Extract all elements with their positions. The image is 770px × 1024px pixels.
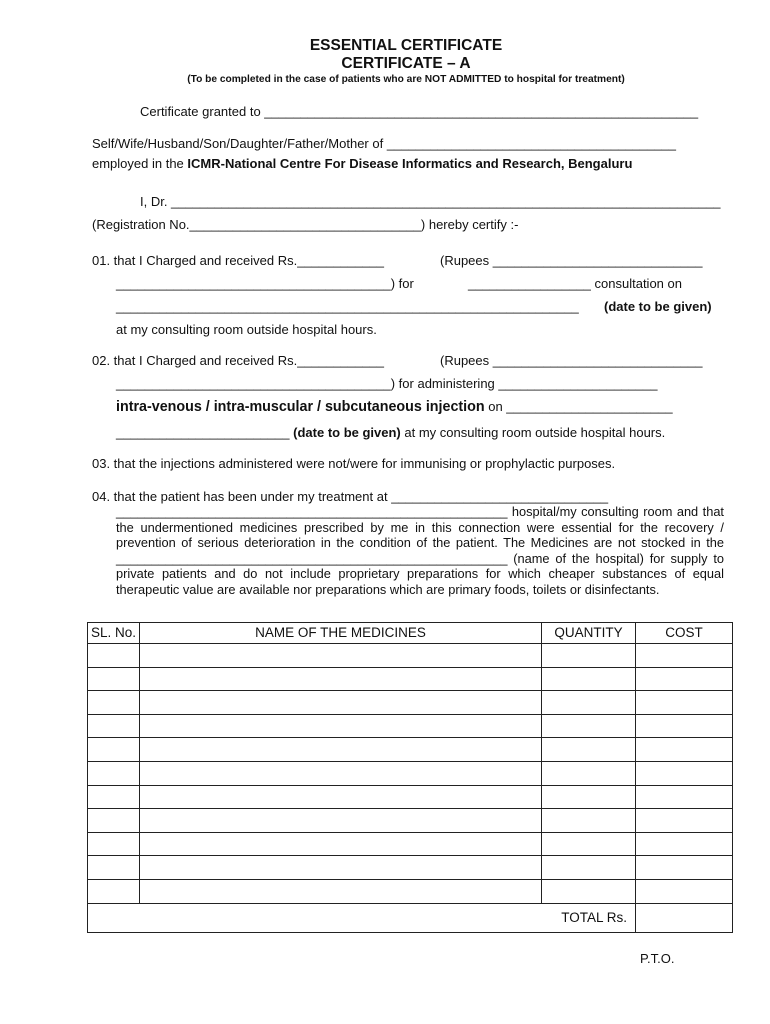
medicines-table <box>87 622 733 933</box>
total-cost-cell[interactable] <box>636 903 733 932</box>
table-row <box>88 738 733 762</box>
cell[interactable] <box>88 761 140 785</box>
cell[interactable] <box>140 856 542 880</box>
item04-line1: 04. that the patient has been under my treatment at ______________________________ <box>92 489 609 504</box>
col-medicine-name: NAME OF THE MEDICINES <box>140 623 542 644</box>
cell[interactable] <box>88 809 140 833</box>
cell[interactable] <box>140 785 542 809</box>
item02-line3 <box>116 399 673 415</box>
cell[interactable] <box>140 809 542 833</box>
table-row <box>88 856 733 880</box>
total-label: TOTAL Rs. <box>88 903 636 932</box>
cell[interactable] <box>542 785 636 809</box>
cell[interactable] <box>88 832 140 856</box>
col-quantity: QUANTITY <box>542 623 636 644</box>
cell[interactable] <box>636 809 733 833</box>
employed-prefix: employed in the <box>92 156 188 171</box>
item02-date-note: (date to be given) <box>289 425 401 440</box>
injection-types: intra-venous / intra-muscular / subcutaneous injection <box>116 399 485 415</box>
cell[interactable] <box>542 809 636 833</box>
total-row <box>88 903 733 932</box>
item02-on-blank: on _______________________ <box>484 399 673 414</box>
employed-organisation: ICMR-National Centre For Disease Informatics and Research, Bengaluru <box>187 156 633 171</box>
cell[interactable] <box>88 644 140 668</box>
cell[interactable] <box>542 856 636 880</box>
cell[interactable] <box>140 691 542 715</box>
cell[interactable] <box>542 738 636 762</box>
cell[interactable] <box>88 879 140 903</box>
registration-line: (Registration No.________________________________) hereby certify :- <box>92 217 519 232</box>
col-cost: COST <box>636 623 733 644</box>
cell[interactable] <box>140 714 542 738</box>
table-row <box>88 761 733 785</box>
cell[interactable] <box>140 644 542 668</box>
item04-body: _______________________________________________________ hospital/my consulting room and that the undermentioned medicines prescribed by me in this connection were essential for the recovery / prevention of serious deterioration in the condition of the patient. The Medicines are not stocked in the _______________________________________________________ (name of the hospital) for supply to private patients and do not include proprietary preparations for which cheaper substances of equal therapeutic value are available nor preparations which are primary foods, toilets or disinfectants. <box>116 504 724 597</box>
cell[interactable] <box>636 856 733 880</box>
cell[interactable] <box>636 761 733 785</box>
col-sl-no: SL. No. <box>88 623 140 644</box>
cell[interactable] <box>542 714 636 738</box>
certificate-note: (To be completed in the case of patients who are NOT ADMITTED to hospital for treatment) <box>187 74 625 85</box>
cell[interactable] <box>140 879 542 903</box>
cell[interactable] <box>542 644 636 668</box>
table-header-row <box>88 623 733 644</box>
cell[interactable] <box>636 832 733 856</box>
certificate-subtitle: CERTIFICATE – A <box>341 55 471 72</box>
cell[interactable] <box>88 785 140 809</box>
cell[interactable] <box>636 785 733 809</box>
item02-line4 <box>116 425 665 440</box>
item02-hours: at my consulting room outside hospital hours. <box>400 425 666 440</box>
item03-line: 03. that the injections administered were not/were for immunising or prophylactic purposes. <box>92 456 616 471</box>
cell[interactable] <box>636 738 733 762</box>
cell[interactable] <box>542 761 636 785</box>
item01-line3-blank: ________________________________________________________________ <box>116 299 579 314</box>
relation-line: Self/Wife/Husband/Son/Daughter/Father/Mother of ________________________________________ <box>92 136 677 151</box>
employed-line <box>92 156 632 171</box>
cell[interactable] <box>636 644 733 668</box>
certificate-title: ESSENTIAL CERTIFICATE <box>309 37 503 54</box>
item02-line1-right: (Rupees _____________________________ <box>440 353 703 368</box>
cell[interactable] <box>88 714 140 738</box>
table-row <box>88 832 733 856</box>
pto-note: P.T.O. <box>640 951 675 966</box>
table-row <box>88 714 733 738</box>
table-row <box>88 809 733 833</box>
granted-line: Certificate granted to ____________________________________________________________ <box>140 104 699 119</box>
item01-line4: at my consulting room outside hospital hours. <box>116 322 377 337</box>
cell[interactable] <box>542 667 636 691</box>
cell[interactable] <box>542 832 636 856</box>
cell[interactable] <box>140 832 542 856</box>
cell[interactable] <box>542 879 636 903</box>
cell[interactable] <box>636 714 733 738</box>
item02-line2: ______________________________________) for administering ______________________ <box>116 376 658 391</box>
item01-line2-left: ______________________________________) for <box>116 276 414 291</box>
cell[interactable] <box>88 691 140 715</box>
cell[interactable] <box>140 761 542 785</box>
item01-line1-right: (Rupees _____________________________ <box>440 253 703 268</box>
table-row <box>88 644 733 668</box>
item02-line1-left: 02. that I Charged and received Rs.____________ <box>92 353 384 368</box>
table-row <box>88 667 733 691</box>
cell[interactable] <box>88 856 140 880</box>
table-row <box>88 879 733 903</box>
item01-line1-left: 01. that I Charged and received Rs.____________ <box>92 253 384 268</box>
item01-date-note: (date to be given) <box>604 299 712 314</box>
cell[interactable] <box>88 738 140 762</box>
table-row <box>88 785 733 809</box>
cell[interactable] <box>88 667 140 691</box>
cell[interactable] <box>140 667 542 691</box>
item02-date-blank: ________________________ <box>116 425 290 440</box>
doctor-line: I, Dr. ____________________________________________________________________________ <box>140 194 721 209</box>
cell[interactable] <box>542 691 636 715</box>
cell[interactable] <box>636 691 733 715</box>
cell[interactable] <box>140 738 542 762</box>
table-row <box>88 691 733 715</box>
item01-line2-right: _________________ consultation on <box>468 276 682 291</box>
cell[interactable] <box>636 879 733 903</box>
cell[interactable] <box>636 667 733 691</box>
